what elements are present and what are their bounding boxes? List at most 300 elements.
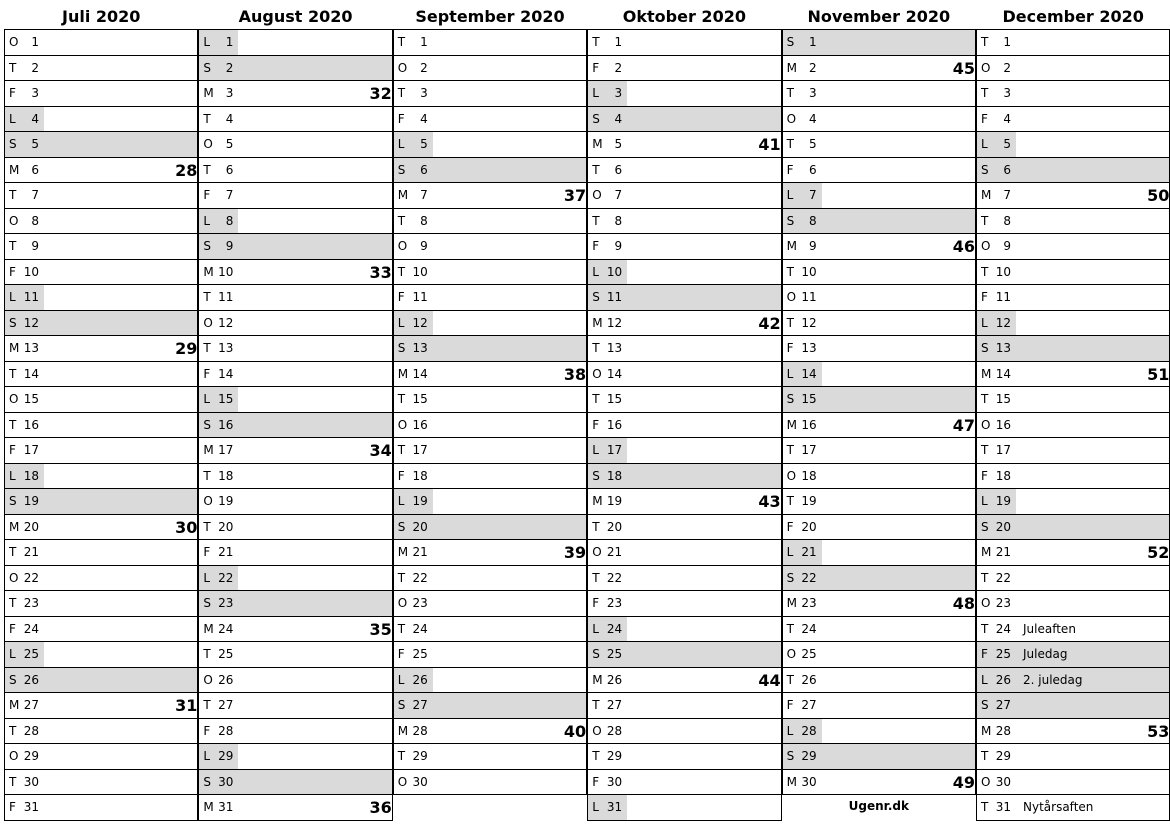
day-row — [783, 489, 975, 515]
week-number: 31 — [175, 696, 198, 715]
week-number: 32 — [369, 84, 392, 103]
day-row — [394, 693, 586, 719]
day-row — [977, 30, 1169, 56]
weekday-letter: L — [981, 494, 988, 508]
day-row — [199, 56, 391, 82]
weekday-letter: O — [9, 35, 19, 49]
weekday-letter: M — [981, 723, 992, 738]
day-number: 14 — [606, 366, 623, 381]
day-number: 20 — [23, 519, 39, 534]
day-number: 26 — [23, 672, 39, 687]
day-number: 16 — [606, 417, 623, 432]
day-number: 24 — [218, 621, 234, 636]
weekday-letter: S — [203, 60, 212, 75]
weekday-letter: T — [397, 392, 406, 406]
day-row — [588, 183, 780, 209]
day-number: 7 — [420, 188, 428, 202]
weekday-letter: O — [981, 774, 991, 789]
day-row — [588, 515, 780, 541]
month-days — [976, 29, 1170, 821]
weekday-letter: L — [981, 315, 988, 330]
weekday-letter: S — [9, 315, 17, 330]
week-number: 28 — [175, 160, 198, 180]
day-number: 7 — [614, 188, 623, 202]
day-number: 17 — [606, 443, 623, 457]
weekday-letter: T — [9, 188, 17, 202]
day-row — [977, 617, 1169, 643]
day-number: 10 — [218, 264, 234, 279]
weekday-letter: T — [9, 366, 17, 381]
day-row — [588, 30, 780, 56]
day-row — [588, 744, 780, 770]
weekday-letter: F — [786, 162, 794, 177]
day-row — [394, 438, 586, 464]
weekday-letter: O — [592, 188, 602, 202]
weekday-letter: T — [592, 341, 600, 355]
day-number: 2 — [808, 60, 817, 75]
day-row — [783, 617, 975, 643]
weekday-letter: F — [592, 60, 600, 75]
weekday-letter: F — [9, 264, 16, 279]
weekday-letter: O — [786, 468, 797, 483]
holiday-label: Juledag — [1023, 647, 1068, 661]
day-row — [783, 234, 975, 260]
weekday-letter: T — [203, 290, 211, 304]
day-row — [588, 464, 780, 490]
weekday-letter: L — [203, 749, 211, 763]
day-number: 11 — [995, 290, 1011, 304]
day-number: 30 — [801, 774, 817, 789]
day-row — [394, 566, 586, 592]
day-number: 30 — [218, 774, 234, 789]
day-row — [783, 464, 975, 490]
weekday-letter: S — [592, 468, 600, 483]
day-row — [783, 668, 975, 694]
day-row — [588, 387, 780, 413]
weekday-letter: S — [397, 519, 406, 534]
day-number: 3 — [31, 86, 39, 100]
weekday-letter: O — [786, 111, 797, 126]
day-row — [394, 719, 586, 745]
day-number: 16 — [801, 417, 817, 432]
day-number: 22 — [412, 570, 428, 585]
weekday-letter: L — [397, 672, 405, 687]
day-number: 12 — [995, 315, 1011, 330]
weekday-letter: S — [397, 162, 406, 177]
day-number: 10 — [412, 264, 428, 279]
day-row — [5, 719, 197, 745]
day-number: 12 — [218, 315, 234, 330]
weekday-letter: T — [981, 35, 989, 49]
holiday-label: 2. juledag — [1023, 672, 1083, 687]
day-number: 13 — [801, 341, 817, 355]
day-number: 3 — [614, 86, 623, 100]
day-number: 26 — [412, 672, 428, 687]
weekday-letter: T — [786, 672, 794, 687]
month-title: August 2020 — [238, 7, 353, 26]
day-number: 28 — [801, 723, 817, 738]
day-number: 3 — [420, 86, 428, 100]
weekday-letter: F — [9, 621, 16, 636]
day-row — [5, 540, 197, 566]
day-number: 6 — [225, 162, 234, 177]
day-row — [977, 209, 1169, 235]
day-number: 7 — [31, 188, 39, 202]
weekday-letter: F — [592, 774, 600, 789]
day-row — [394, 107, 586, 133]
day-number: 4 — [420, 111, 428, 126]
day-row — [394, 81, 586, 107]
day-number: 19 — [995, 494, 1011, 508]
day-number: 4 — [614, 111, 623, 126]
weekday-letter: M — [203, 264, 214, 279]
day-row — [783, 107, 975, 133]
day-row — [199, 668, 391, 694]
weekday-letter: T — [981, 749, 989, 763]
day-number: 2 — [1003, 60, 1011, 75]
day-number: 29 — [606, 749, 623, 763]
week-number: 29 — [175, 339, 198, 358]
week-number: 37 — [563, 186, 587, 205]
day-row — [977, 464, 1169, 490]
month-days — [4, 29, 198, 821]
day-row — [588, 770, 780, 796]
day-row — [977, 642, 1169, 668]
day-row — [5, 285, 197, 311]
weekday-letter: O — [9, 749, 19, 763]
weekday-letter: O — [981, 239, 991, 253]
day-number: 21 — [606, 545, 623, 559]
day-number: 25 — [412, 647, 428, 661]
day-row — [394, 158, 586, 184]
day-row — [977, 591, 1169, 617]
weekday-letter: T — [397, 621, 406, 636]
day-row — [394, 183, 586, 209]
day-number: 2 — [225, 60, 234, 75]
day-row — [588, 642, 780, 668]
weekday-letter: T — [592, 392, 600, 406]
day-number: 19 — [606, 494, 623, 508]
day-row — [5, 770, 197, 796]
weekday-letter: S — [592, 111, 600, 126]
day-row — [783, 30, 975, 56]
day-row — [977, 311, 1169, 337]
weekday-letter: S — [397, 698, 406, 712]
weekday-letter: T — [786, 315, 794, 330]
weekday-letter: T — [397, 86, 406, 100]
weekday-letter: T — [203, 519, 211, 534]
week-number: 46 — [952, 237, 975, 256]
day-number: 12 — [412, 315, 428, 330]
day-number: 17 — [412, 443, 428, 457]
weekday-letter: M — [592, 672, 603, 687]
day-number: 24 — [412, 621, 428, 636]
day-number: 14 — [218, 366, 234, 381]
weekday-letter: M — [9, 698, 20, 712]
day-number: 6 — [420, 162, 428, 177]
day-number: 27 — [606, 698, 623, 712]
day-number: 23 — [801, 596, 817, 610]
weekday-letter: M — [786, 60, 797, 75]
day-number: 20 — [801, 519, 817, 534]
weekday-letter: T — [786, 443, 794, 457]
weekday-letter: F — [203, 366, 211, 381]
day-row — [977, 336, 1169, 362]
day-row — [5, 209, 197, 235]
day-row — [394, 30, 586, 56]
day-row — [977, 81, 1169, 107]
day-row — [977, 285, 1169, 311]
weekday-letter: O — [9, 392, 19, 406]
day-number: 11 — [606, 290, 623, 304]
day-number: 13 — [995, 341, 1011, 355]
weekday-letter: F — [786, 341, 794, 355]
weekday-letter: L — [786, 723, 794, 738]
day-number: 25 — [23, 647, 39, 661]
day-row — [199, 744, 391, 770]
day-number: 24 — [995, 621, 1011, 636]
weekday-letter: F — [981, 111, 988, 126]
day-row — [5, 591, 197, 617]
day-row — [5, 362, 197, 388]
week-number: 52 — [1147, 543, 1170, 562]
day-number: 7 — [225, 188, 234, 202]
day-number: 11 — [412, 290, 428, 304]
weekday-letter: T — [592, 698, 600, 712]
day-row — [783, 81, 975, 107]
weekday-letter: O — [397, 60, 408, 75]
weekday-letter: S — [786, 392, 795, 406]
day-number: 20 — [412, 519, 428, 534]
day-number: 28 — [412, 723, 428, 738]
day-number: 3 — [225, 86, 234, 100]
day-number: 26 — [606, 672, 623, 687]
day-number: 16 — [218, 417, 234, 432]
day-row — [5, 132, 197, 158]
weekday-letter: T — [981, 800, 989, 814]
weekday-letter: O — [397, 417, 408, 432]
day-row — [199, 81, 391, 107]
day-row — [199, 260, 391, 286]
weekday-letter: O — [786, 647, 797, 661]
weekday-letter: S — [981, 698, 989, 712]
day-row — [783, 540, 975, 566]
weekday-letter: L — [592, 264, 599, 279]
weekday-letter: F — [786, 698, 794, 712]
day-row — [5, 438, 197, 464]
day-number: 1 — [1003, 35, 1011, 49]
day-number: 22 — [995, 570, 1011, 585]
day-number: 11 — [801, 290, 817, 304]
day-number: 1 — [31, 35, 39, 49]
day-row — [5, 693, 197, 719]
day-row — [783, 132, 975, 158]
day-row — [5, 107, 197, 133]
day-number: 2 — [614, 60, 623, 75]
weekday-letter: M — [786, 239, 797, 253]
day-row — [5, 56, 197, 82]
weekday-letter: F — [9, 443, 16, 457]
day-row — [783, 413, 975, 439]
day-number: 14 — [412, 366, 428, 381]
day-row — [977, 183, 1169, 209]
day-number: 28 — [23, 723, 39, 738]
day-number: 9 — [614, 239, 623, 253]
day-row — [5, 336, 197, 362]
day-number: 15 — [412, 392, 428, 406]
day-number: 18 — [606, 468, 623, 483]
day-row — [5, 158, 197, 184]
day-row — [199, 795, 391, 821]
day-number: 6 — [1003, 162, 1011, 177]
weekday-letter: S — [9, 137, 17, 151]
weekday-letter: M — [203, 800, 214, 814]
day-number: 9 — [808, 239, 817, 253]
day-row — [588, 591, 780, 617]
day-row — [394, 540, 586, 566]
month-days — [198, 29, 392, 821]
weekday-letter: L — [203, 35, 211, 49]
weekday-letter: S — [786, 749, 795, 763]
day-row — [588, 795, 780, 821]
day-number: 27 — [412, 698, 428, 712]
day-number: 22 — [218, 570, 234, 585]
weekday-letter: F — [203, 723, 211, 738]
day-number: 13 — [218, 341, 234, 355]
day-number: 21 — [218, 545, 234, 559]
day-number: 1 — [614, 35, 623, 49]
day-row — [394, 285, 586, 311]
day-number: 13 — [23, 341, 39, 355]
day-row — [783, 566, 975, 592]
week-number: 44 — [758, 670, 781, 690]
day-row — [199, 336, 391, 362]
day-row — [977, 489, 1169, 515]
weekday-letter: M — [397, 366, 409, 381]
day-row — [977, 668, 1169, 694]
day-number: 15 — [23, 392, 39, 406]
day-number: 19 — [801, 494, 817, 508]
weekday-letter: O — [203, 315, 213, 330]
week-number: 35 — [369, 619, 392, 639]
day-row — [199, 770, 391, 796]
day-row — [977, 234, 1169, 260]
day-number: 5 — [420, 137, 428, 151]
day-row — [783, 591, 975, 617]
day-row — [199, 234, 391, 260]
day-row — [394, 209, 586, 235]
weekday-letter: T — [786, 264, 794, 279]
weekday-letter: O — [592, 545, 602, 559]
day-row — [199, 387, 391, 413]
day-number: 25 — [606, 647, 623, 661]
weekday-letter: L — [397, 494, 405, 508]
weekday-letter: L — [203, 392, 211, 406]
weekday-letter: M — [592, 494, 603, 508]
weekday-letter: S — [592, 290, 600, 304]
weekday-letter: T — [9, 596, 17, 610]
day-row — [199, 311, 391, 337]
day-number: 8 — [225, 213, 234, 228]
weekday-letter: F — [981, 468, 988, 483]
day-number: 7 — [808, 188, 817, 202]
month-title: November 2020 — [807, 7, 951, 26]
weekday-letter: O — [203, 137, 213, 151]
day-number: 28 — [218, 723, 234, 738]
weekday-letter: T — [203, 341, 211, 355]
day-row — [783, 183, 975, 209]
month-days — [393, 29, 587, 795]
weekday-letter: T — [786, 137, 794, 151]
day-row — [588, 311, 780, 337]
day-number: 22 — [23, 570, 39, 585]
day-number: 20 — [606, 519, 623, 534]
weekday-letter: S — [786, 570, 795, 585]
day-row — [783, 336, 975, 362]
day-row — [5, 311, 197, 337]
day-row — [588, 719, 780, 745]
day-number: 18 — [801, 468, 817, 483]
day-row — [977, 260, 1169, 286]
day-row — [199, 540, 391, 566]
day-number: 20 — [995, 519, 1011, 534]
day-number: 4 — [31, 111, 39, 126]
weekday-letter: F — [203, 545, 211, 559]
weekday-letter: T — [397, 443, 406, 457]
week-number: 43 — [758, 492, 781, 511]
week-number: 51 — [1147, 364, 1170, 384]
day-number: 4 — [1003, 111, 1011, 126]
weekday-letter: L — [592, 443, 599, 457]
day-row — [977, 107, 1169, 133]
weekday-letter: T — [397, 264, 406, 279]
weekday-letter: S — [203, 774, 212, 789]
day-number: 8 — [420, 213, 428, 228]
weekday-letter: T — [9, 60, 17, 75]
day-row — [977, 566, 1169, 592]
day-row — [394, 413, 586, 439]
day-row — [783, 642, 975, 668]
day-number: 30 — [995, 774, 1011, 789]
weekday-letter: L — [397, 315, 405, 330]
day-number: 29 — [218, 749, 234, 763]
weekday-letter: M — [203, 621, 214, 636]
day-number: 9 — [420, 239, 428, 253]
day-row — [199, 693, 391, 719]
day-number: 17 — [23, 443, 39, 457]
weekday-letter: F — [397, 290, 405, 304]
month-title: Juli 2020 — [61, 7, 141, 26]
week-number: 36 — [369, 798, 392, 817]
weekday-letter: M — [592, 137, 603, 151]
weekday-letter: T — [203, 698, 211, 712]
weekday-letter: F — [592, 596, 600, 610]
day-number: 7 — [1003, 188, 1011, 202]
day-row — [5, 668, 197, 694]
day-row — [5, 260, 197, 286]
day-number: 25 — [801, 647, 817, 661]
week-number: 38 — [563, 364, 587, 384]
weekday-letter: T — [203, 647, 211, 661]
day-number: 15 — [606, 392, 623, 406]
day-row — [783, 260, 975, 286]
weekday-letter: L — [203, 570, 211, 585]
weekday-letter: S — [9, 672, 17, 687]
weekday-letter: T — [592, 213, 600, 228]
weekday-letter: T — [981, 264, 989, 279]
weekday-letter: S — [203, 596, 212, 610]
weekday-letter: M — [786, 774, 797, 789]
